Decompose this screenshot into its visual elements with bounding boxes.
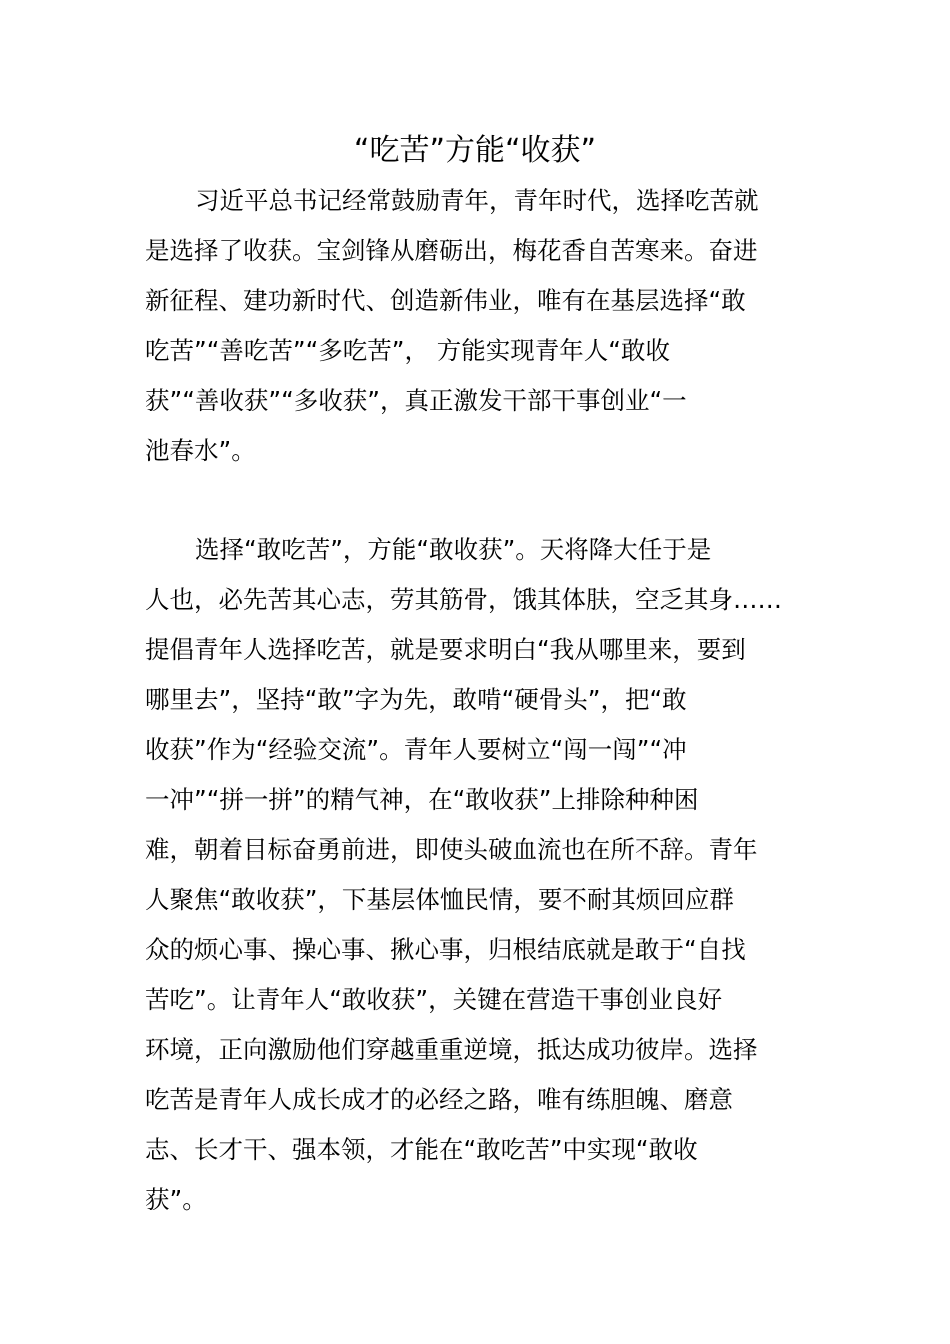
paragraph-1-line-3: 新征程、建功新时代、创造新伟业，唯有在基层选择“敢 — [145, 286, 746, 315]
paragraph-1-line-4: 吃苦”“善吃苦”“多吃苦”， 方能实现青年人“敢收 — [145, 336, 670, 365]
paragraph-2-line-1: 选择“敢吃苦”，方能“敢收获”。天将降大任于是 — [195, 535, 712, 564]
paragraph-2-line-10: 苦吃”。让青年人“敢收获”，关键在营造干事创业良好 — [145, 985, 723, 1014]
paragraph-2-line-5: 收获”作为“经验交流”。青年人要树立“闯一闯”“冲 — [145, 735, 687, 764]
paragraph-1-line-6: 池春水”。 — [145, 436, 256, 465]
document-title: “吃苦”方能“收获” — [353, 133, 597, 168]
paragraph-2-line-8: 人聚焦“敢收获”，下基层体恤民情，要不耐其烦回应群 — [145, 885, 734, 914]
paragraph-2-line-6: 一冲”“拼一拼”的精气神，在“敢收获”上排除种种困 — [145, 785, 699, 814]
paragraph-2-line-4: 哪里去”，坚持“敢”字为先，敢啃“硬骨头”，把“敢 — [145, 685, 687, 714]
paragraph-2-line-11: 环境，正向激励他们穿越重重逆境，抵达成功彼岸。选择 — [145, 1035, 758, 1064]
paragraph-2-line-7: 难，朝着目标奋勇前进，即使头破血流也在所不辞。青年 — [145, 835, 758, 864]
paragraph-1-line-1: 习近平总书记经常鼓励青年，青年时代，选择吃苦就 — [195, 186, 759, 215]
paragraph-2-line-3: 提倡青年人选择吃苦，就是要求明白“我从哪里来，要到 — [145, 635, 746, 664]
paragraph-2-line-2: 人也，必先苦其心志，劳其筋骨，饿其体肤，空乏其身…… — [145, 585, 782, 614]
paragraph-1-line-5: 获”“善收获”“多收获”，真正激发干部干事创业“一 — [145, 386, 687, 415]
paragraph-2-line-14: 获”。 — [145, 1185, 207, 1214]
paragraph-2-line-12: 吃苦是青年人成长成才的必经之路，唯有练胆魄、磨意 — [145, 1085, 733, 1114]
paragraph-2-line-13: 志、长才干、强本领，才能在“敢吃苦”中实现“敢收 — [145, 1135, 698, 1164]
paragraph-2-line-9: 众的烦心事、操心事、揪心事，归根结底就是敢于“自找 — [145, 935, 746, 964]
paragraph-1-line-2: 是选择了收获。宝剑锋从磨砺出，梅花香自苦寒来。奋进 — [145, 236, 758, 265]
